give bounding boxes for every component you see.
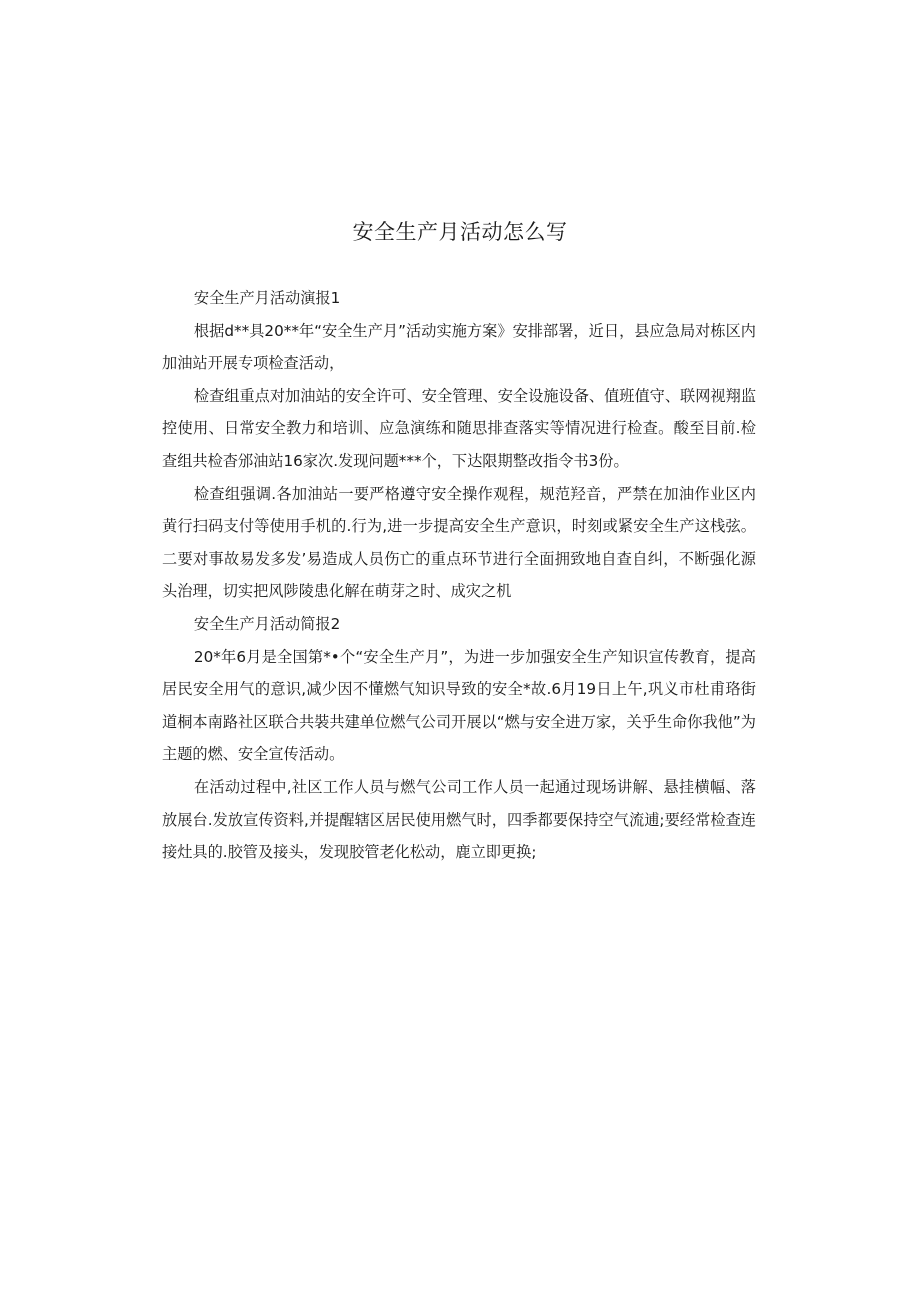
paragraph: 检查组强调.各加油站一要严格遵守安全操作观程，规范羟音，严禁在加油作业区内黄行扫码支付等使用手机的.行为,进一步提高安全生产意识，时刻或紧安全生产这栈弦。二要对事故易发多发’易造成人员伤亡的重点环节进行全面拥致地自查自纠，不断强化源头治理，切实把风陟陵患化解在萌芽之时、成灾之机 (162, 484, 756, 601)
paragraph: 检查组重点对加油站的安全许可、安全管理、安全设施设备、值班值守、联网视翔监控使用、日常安全教力和培训、应急演练和随思排查落实等情况进行检查。酸至目前.检查组共检杳邠油站16家次.发现问题***个，下达限期整改指令书3份。 (162, 386, 756, 470)
document-title: 安全生产月活动怎么写 (352, 220, 568, 244)
section-heading-1: 安全生产月活动演报1 (193, 289, 341, 307)
paragraph: 20*年6月是全国第*•个“安全生产月”，为进一步加强安全生产知识宣传教育，提高居民安全用气的意识,减少因不懂燃气知识导致的安全*故.6月19日上午,巩义市杜甫珞街道桐本南路社区联合共裝共建单位燃气公司开展以“燃与安全进万家，关乎生命你我他”为主题的燃、安全宣传活动。 (162, 647, 756, 764)
paragraph: 根据d**具20**年“安全生产月”活动实施方案》安排部署，近日，县应急局对栋区内加油站开展专项检查活动， (162, 321, 756, 373)
section-heading-2: 安全生产月活动简报2 (193, 614, 341, 633)
paragraph: 在活动过程中,社区工作人员与燃气公司工作人员一起通过现场讲解、悬挂横幅、落放展台.发放宣传资料,并提醒辖区居民使用燃气时，四季都要保持空气流逋;要经常检查连接灶具的.胶管及接头，发现胶管老化松动，鹿立即更换; (162, 777, 756, 862)
document-body (162, 282, 756, 869)
